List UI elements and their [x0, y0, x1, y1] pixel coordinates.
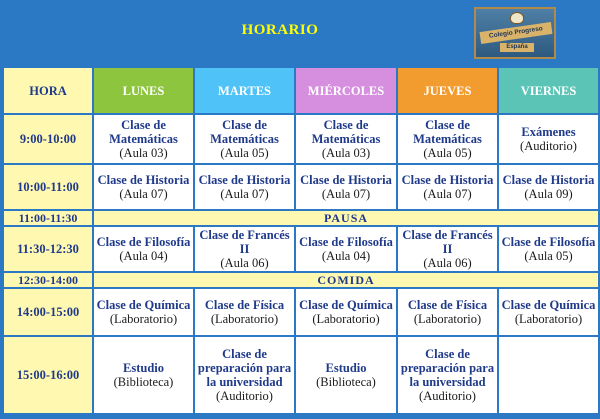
time-slot-label: 11:00-11:30 — [3, 210, 93, 226]
class-name: Clase de Química — [299, 298, 393, 312]
class-cell — [194, 336, 295, 414]
class-cell — [194, 288, 295, 336]
class-name: Clase de Historia — [401, 173, 494, 187]
class-cell — [93, 114, 194, 164]
class-cell — [397, 288, 498, 336]
class-cell — [498, 226, 599, 272]
class-room: (Laboratorio) — [413, 312, 482, 326]
class-cell — [295, 336, 397, 414]
class-name: Clase de Matemáticas — [413, 118, 482, 146]
class-cell — [295, 288, 397, 336]
day-header-martes: MARTES — [194, 67, 295, 114]
crest-icon — [510, 12, 524, 24]
day-header-miércoles: MIÉRCOLES — [295, 67, 397, 114]
time-slot-label: 9:00-10:00 — [3, 114, 93, 164]
class-cell — [295, 226, 397, 272]
class-cell — [295, 164, 397, 210]
class-cell — [194, 114, 295, 164]
day-header-jueves: JUEVES — [397, 67, 498, 114]
class-cell — [93, 164, 194, 210]
class-room: (Laboratorio) — [109, 312, 178, 326]
day-header-viernes: VIERNES — [498, 67, 599, 114]
class-room: (Auditorio) — [216, 389, 273, 403]
class-room: (Aula 06) — [220, 256, 269, 270]
class-room: (Aula 07) — [119, 187, 168, 201]
class-name: Clase de Francés II — [402, 228, 493, 256]
class-room: (Aula 03) — [119, 146, 168, 160]
class-name: Clase de Matemáticas — [210, 118, 279, 146]
class-name: Exámenes — [521, 125, 576, 139]
time-slot-label: 12:30-14:00 — [3, 272, 93, 288]
class-name: Clase de preparación para la universidad — [197, 347, 292, 389]
class-cell — [93, 336, 194, 414]
time-slot-label: 14:00-15:00 — [3, 288, 93, 336]
schedule-row — [3, 226, 599, 272]
class-room: (Biblioteca) — [316, 375, 376, 389]
schedule-row — [3, 288, 599, 336]
class-name: Clase de Matemáticas — [311, 118, 381, 146]
class-name: Clase de Física — [204, 298, 285, 312]
class-name: Clase de Química — [96, 298, 191, 312]
timetable — [2, 66, 600, 415]
class-room: (Laboratorio) — [210, 312, 279, 326]
break-row — [3, 272, 599, 288]
break-label: PAUSA — [93, 210, 599, 226]
school-logo — [474, 7, 556, 59]
class-name: Clase de Filosofía — [501, 235, 596, 249]
class-cell — [93, 288, 194, 336]
time-slot-label: 11:30-12:30 — [3, 226, 93, 272]
break-label: COMIDA — [93, 272, 599, 288]
class-cell — [397, 114, 498, 164]
class-name: Clase de Historia — [97, 173, 190, 187]
class-name: Clase de Filosofía — [96, 235, 191, 249]
class-cell — [498, 114, 599, 164]
schedule-row — [3, 164, 599, 210]
class-name: Clase de Filosofía — [299, 235, 393, 249]
class-cell — [93, 226, 194, 272]
header-row — [3, 67, 599, 114]
class-name: Clase de Francés II — [199, 228, 290, 256]
page-title: HORARIO — [241, 22, 319, 38]
class-room: (Aula 05) — [423, 146, 472, 160]
class-room: (Aula 09) — [524, 187, 573, 201]
class-room: (Aula 07) — [423, 187, 472, 201]
class-name: Clase de Historia — [300, 173, 392, 187]
time-slot-label: 10:00-11:00 — [3, 164, 93, 210]
class-room: (Aula 06) — [423, 256, 472, 270]
class-name: Clase de Historia — [502, 173, 595, 187]
header-bar — [0, 0, 600, 64]
class-cell — [498, 336, 599, 414]
class-room: (Aula 07) — [220, 187, 269, 201]
logo-ribbon-text: Colegio Progreso — [480, 22, 553, 44]
class-room: (Aula 04) — [119, 249, 168, 263]
class-cell — [397, 336, 498, 414]
class-name: Clase de Historia — [198, 173, 291, 187]
class-room: (Auditorio) — [520, 139, 577, 153]
class-cell — [498, 164, 599, 210]
break-row — [3, 210, 599, 226]
class-cell — [194, 226, 295, 272]
hour-column-header: HORA — [3, 67, 93, 114]
class-name: Clase de Física — [407, 298, 488, 312]
class-cell — [498, 288, 599, 336]
class-cell — [397, 164, 498, 210]
class-name: Clase de preparación para la universidad — [400, 347, 495, 389]
class-name: Clase de Química — [501, 298, 596, 312]
class-cell — [295, 114, 397, 164]
class-cell — [397, 226, 498, 272]
class-room: (Auditorio) — [419, 389, 476, 403]
class-room: (Aula 04) — [321, 249, 371, 263]
class-name: Estudio — [325, 361, 367, 375]
class-room: (Biblioteca) — [113, 375, 174, 389]
class-room: (Aula 05) — [220, 146, 269, 160]
logo-sub-text: España — [500, 43, 534, 52]
schedule-row — [3, 336, 599, 414]
day-header-lunes: LUNES — [93, 67, 194, 114]
schedule-row — [3, 114, 599, 164]
time-slot-label: 15:00-16:00 — [3, 336, 93, 414]
class-room: (Aula 07) — [321, 187, 371, 201]
class-room: (Aula 03) — [321, 146, 371, 160]
class-name: Estudio — [123, 361, 164, 375]
class-cell — [194, 164, 295, 210]
class-room: (Aula 05) — [524, 249, 573, 263]
class-name: Clase de Matemáticas — [109, 118, 178, 146]
class-room: (Laboratorio) — [514, 312, 583, 326]
class-room: (Laboratorio) — [312, 312, 380, 326]
